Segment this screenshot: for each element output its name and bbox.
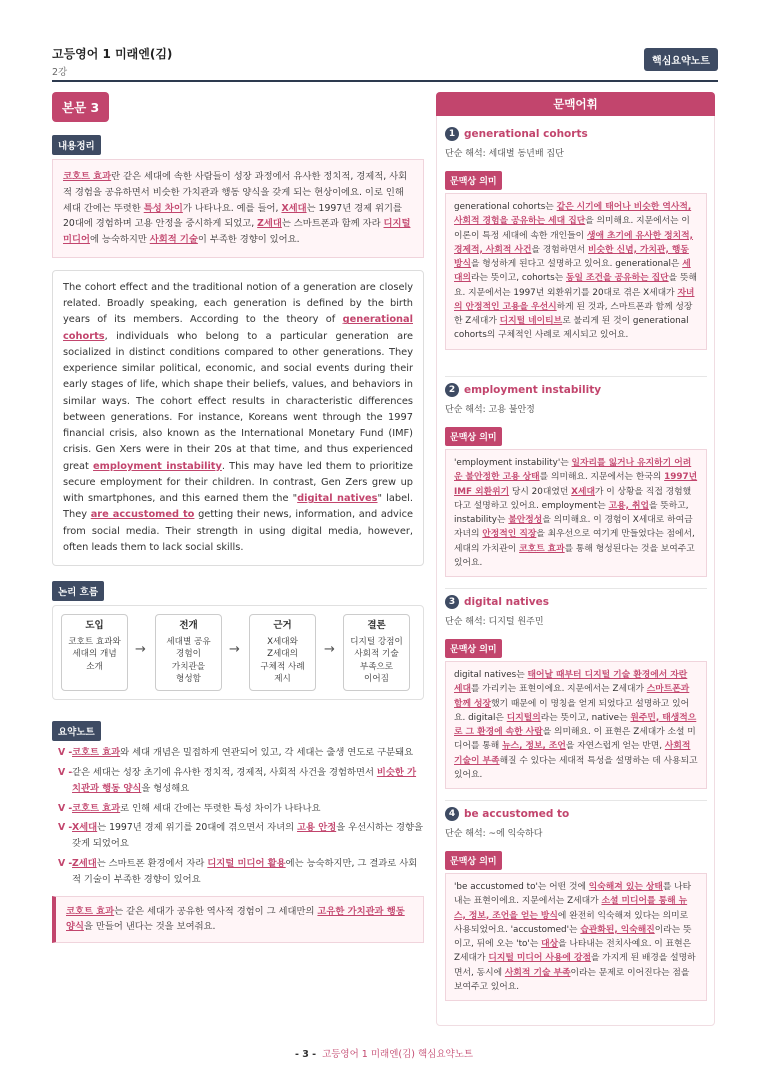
lesson-label: 2강	[52, 67, 68, 78]
text-segment: 같은 세대는 성장 초기에 유사한 정치적, 경제적, 사회적 사건을 경험하면서	[72, 767, 377, 779]
check-marker: V -	[58, 822, 73, 834]
flow-step-title: 결론	[367, 620, 386, 632]
highlighted-term: 1997년 IMF 외환위기	[454, 472, 698, 497]
highlighted-term: 태어날 때부터 디지털 기술 환경에서 자란 세대	[454, 670, 688, 695]
highlighted-term: 디지털의	[506, 712, 541, 723]
highlighted-term: employment instability	[93, 460, 222, 472]
text-segment: 을 경험하면서	[531, 244, 589, 255]
flow-step-body: X세대와 Z세대의 구체적 사례 제시	[260, 637, 305, 685]
highlighted-term: 동일 조건을 공유하는 집단	[566, 273, 669, 284]
flow-arrow-icon: →	[324, 642, 335, 658]
check-marker: V -	[58, 747, 73, 759]
flow-step-body: 코호트 효과와 세대의 개념 소개	[68, 637, 121, 672]
highlighted-term: 사회적 기술이 부족	[454, 741, 691, 766]
highlighted-term: Z세대	[72, 858, 97, 870]
text-segment: 는 같은 세대가 공유한 역사적 경험이 그 세대만의	[114, 905, 318, 917]
highlighted-term: 코호트 효과	[519, 543, 565, 554]
highlighted-term: 뉴스, 정보, 조언	[502, 741, 566, 752]
highlighted-term: 자녀의 안정적인 고용을 우선시	[454, 287, 695, 312]
flow-step-title: 근거	[273, 620, 292, 632]
text-segment: 는 스마트폰 환경에서 자라	[96, 858, 208, 870]
context-tag: 문맥상 의미	[445, 639, 502, 658]
text-segment: 로 인해 세대 간에는 뚜렷한 특성 차이가 나타나요	[120, 802, 321, 814]
text-segment: 을 가지게 된 배경을 설명하면서, 동시에	[454, 953, 696, 978]
flow-arrow-icon: →	[229, 642, 240, 658]
text-segment: 을 뜻해요. 지문에서는 1997년 외환위기를 20대로 겪은 X세대가	[454, 273, 697, 298]
text-segment: 이라는 문제로 이어진다는 점을 보여주고 있어요.	[454, 967, 690, 992]
highlighted-term: 습관화된, 익숙해진	[580, 924, 655, 935]
page-footer	[0, 1046, 768, 1060]
highlighted-term: 비슷한 가치관과 행동 양식	[72, 767, 417, 794]
flow-tab: 논리 흐름	[52, 581, 104, 601]
number-badge: 3	[445, 595, 459, 609]
text-segment: 을 만들어 낸다는 것을 보여줘요.	[83, 921, 216, 933]
text-segment: 를 의미해요. 지문에서는 한국의	[539, 472, 665, 483]
highlighted-term: 고유한 가치관과 행동 양식	[66, 905, 405, 933]
highlighted-term: 사회적 기술 부족	[504, 967, 571, 978]
footer-text: 고등영어 1 미래엔(김) 핵심요약노트	[322, 1049, 474, 1060]
highlighted-term: 불안정성	[508, 515, 543, 525]
text-segment: 했기 때문에 이 명칭을 얻게 되었다고 설명하고 있어요. digital은	[454, 698, 690, 723]
divider	[445, 588, 707, 589]
text-segment: digital natives는	[454, 670, 528, 680]
text-segment: 에 완전히 익숙해져 있다는 의미로 사용되었어요. 'accustomed'는	[454, 910, 689, 935]
simple-meaning	[445, 146, 707, 159]
context-tag: 문맥상 의미	[445, 427, 502, 446]
highlighted-term: 일자리를 잃거나 유지하기 어려운 불안정한 고용 상태	[454, 458, 692, 483]
text-segment: 라는 뜻이고, cohorts는	[471, 273, 566, 284]
context-tag: 문맥상 의미	[445, 171, 502, 190]
text-segment: 에는 능숙하지만, 그 결과로 사회적 기술이 부족한 경향이 있어요	[72, 858, 418, 885]
context-meaning	[445, 449, 707, 577]
text-segment: 가 이 상황을 직접 경험했다고 설명하고 있어요. employment는	[454, 486, 692, 511]
vocab-entry-1	[445, 127, 707, 350]
number-badge: 2	[445, 383, 459, 397]
flow-step-development	[155, 614, 222, 691]
term-text: be accustomed to	[464, 808, 570, 820]
simple-text: 세대별 동년배 집단	[488, 149, 564, 159]
simple-text: ~에 익숙하다	[488, 829, 543, 839]
text-segment: generational cohorts는	[454, 202, 557, 212]
vocab-term	[445, 595, 707, 609]
highlighted-term: 특성 차이	[143, 202, 183, 214]
summary-tab: 내용정리	[52, 135, 101, 155]
note-item	[52, 801, 424, 817]
highlighted-term: 코호트 효과	[72, 747, 121, 759]
text-segment: 를 가리키는 표현이에요. 지문에서는 Z세대가	[471, 684, 647, 695]
term-text: generational cohorts	[464, 128, 588, 140]
text-segment: 는 1997년 경제 위기를 20대에 겪으면서 자녀의	[97, 822, 298, 834]
flow-step-intro	[61, 614, 128, 691]
notes-tab: 요약노트	[52, 721, 101, 741]
flow-step-body: 디지털 강점이 사회적 기술 부족으로 이어짐	[350, 637, 403, 685]
highlighted-term: are accustomed to	[90, 509, 195, 521]
simple-prefix: 단순 해석:	[445, 405, 486, 415]
simple-prefix: 단순 해석:	[445, 829, 486, 839]
note-item	[52, 820, 424, 852]
passage-text	[52, 270, 424, 566]
text-segment: " label. They	[63, 493, 413, 521]
highlighted-term: 스마트폰과 함께 성장	[454, 684, 690, 709]
text-segment: getting their news, information, and advice from social media. Their strength in using digital media, however, often leads them to lack social skills.	[63, 509, 413, 553]
text-segment: 를 나타내는 표현이에요. 지문에서는 Z세대가	[454, 882, 692, 907]
highlighted-term: 소셜 미디어를 통해 뉴스, 정보, 조언을 얻는 방식	[454, 896, 688, 921]
term-text: digital natives	[464, 596, 549, 608]
highlighted-term: 비슷한 신념, 가치관, 행동 방식	[454, 244, 689, 269]
text-segment: 를 통해 형성된다는 것을 보여주고 있어요.	[454, 543, 695, 568]
text-segment: 하게 된 것과, 스마트폰과 함께 성장한 Z세대가	[454, 301, 693, 326]
text-segment: 는 스마트폰과 함께 자라	[281, 218, 384, 230]
text-segment: The cohort effect and the traditional notion of a generation are closely related. Broadly speaking, each generation is defined by the birth years of its members. According to the theory of	[63, 281, 413, 326]
summary-notes	[52, 745, 424, 887]
highlighted-term: 코호트 효과	[72, 802, 121, 814]
note-text	[72, 803, 320, 814]
simple-text: 디지털 원주민	[488, 617, 544, 627]
text-segment: 을 형성해요	[141, 782, 190, 794]
summary-box	[52, 159, 424, 258]
flow-arrow-icon: →	[135, 642, 146, 658]
note-item	[52, 745, 424, 761]
simple-text: 고용 불안정	[488, 405, 535, 415]
text-segment: 와 세대 개념은 밀접하게 연관되어 있고, 각 세대는 출생 연도로 구분돼요	[120, 747, 414, 759]
vocab-panel-title: 문맥어휘	[436, 92, 715, 116]
text-segment: 을 형성하게 된다고 설명하고 있어요. generational은	[471, 259, 683, 269]
note-item	[52, 856, 424, 888]
vocab-entry-2	[445, 383, 707, 577]
note-text	[72, 858, 417, 885]
vocab-term	[445, 807, 707, 821]
text-segment: 는 1997년 경제 위기를 20대에 경험하며 고용 안정을 중시하게 되었고,	[63, 202, 402, 230]
highlighted-term: 대상	[541, 939, 559, 949]
book-title: 고등영어 1 미래엔(김)	[52, 47, 173, 61]
note-text	[72, 747, 413, 758]
text-segment: 로 불리게 된 것이 generational cohorts의 구체적인 사례로 제시되고 있어요.	[454, 316, 689, 341]
highlighted-term: 세대의	[454, 259, 691, 284]
section-label: 본문 3	[52, 92, 109, 122]
highlighted-term: 디지털 미디어 활용	[207, 858, 286, 870]
text-segment: 을 최우선으로 여기게 만들었다는 점에서, 세대의 가치관이	[454, 529, 695, 554]
text-segment: 가 나타나요. 예를 들어,	[182, 202, 282, 214]
check-marker: V -	[58, 767, 73, 779]
text-segment: 라는 뜻이고, native는	[540, 712, 631, 723]
check-marker: V -	[58, 802, 73, 814]
highlighted-term: 안정적인 직장	[482, 529, 537, 540]
text-segment: , individuals who belong to a particular generation are socialized in distinct conditions compared to other generations. They experience similar political, economic, and social events during their early stages of life, which shape their beliefs, values, and behaviors in similar ways. The cohort effect results in characteristic differences between generations. For instance, Koreans went through the 1997 financial crisis, also known as the International Monetary Fund (IMF) crisis. Gen Xers were in their 20s at that time, and thus experienced great	[63, 330, 413, 472]
highlighted-term: X세대	[72, 822, 98, 834]
term-text: employment instability	[464, 384, 602, 396]
text-segment: 을 의미해요. 지문에서는 이 이론이 특정 세대에 속한 개인들이	[454, 216, 690, 241]
simple-prefix: 단순 해석:	[445, 149, 486, 159]
text-segment: 을 우선시하는 경향을 갖게 되었어요	[72, 822, 423, 850]
highlighted-term: 디지털 미디어 사용에 강점	[488, 953, 591, 964]
context-meaning	[445, 193, 707, 350]
text-segment: 을 나타내는 전치사예요. 이 표현은 Z세대가	[454, 939, 692, 964]
highlighted-term: 코호트 효과	[66, 905, 115, 917]
simple-meaning	[445, 826, 707, 839]
text-segment: 을 자연스럽게 얻는 반면,	[565, 741, 665, 752]
simple-meaning	[445, 402, 707, 415]
highlighted-term: 코호트 효과	[63, 171, 112, 182]
flow-step-title: 도입	[85, 620, 104, 632]
text-segment: 을 뜻하고, instability는	[454, 500, 689, 525]
vocab-entry-4	[445, 807, 707, 1001]
text-segment: . This may have led them to prioritize secure employment for their children. In contrast, Gen Zers grew up with smartphones, and this earned them the "	[63, 460, 413, 505]
note-text	[72, 767, 416, 794]
text-segment: 'employment instability'는	[454, 458, 572, 468]
flow-step-evidence	[249, 614, 316, 691]
text-segment: 이 부족한 경향이 있어요.	[197, 234, 300, 246]
summary-badge: 핵심요약노트	[644, 48, 718, 71]
number-badge: 4	[445, 807, 459, 821]
text-segment: 을 의미해요. 이 표현은 Z세대가 소셜 미디어를 통해	[454, 727, 696, 752]
context-tag: 문맥상 의미	[445, 851, 502, 870]
highlighted-term: 고용, 취업	[608, 500, 649, 511]
context-meaning	[445, 661, 707, 789]
left-column	[52, 92, 424, 943]
highlighted-term: 디지털 네이티브	[499, 316, 563, 326]
text-segment: 을 의미해요. 이 경험이 X세대로 하여금 자녀의	[454, 515, 693, 540]
flow-step-body: 세대별 공유 경험이 가치관을 형성함	[166, 637, 211, 685]
highlighted-term: 같은 시기에 태어나 비슷한 역사적, 사회적 경험을 공유하는 세대 집단	[454, 202, 692, 227]
note-item	[52, 765, 424, 797]
vocab-entry-3	[445, 595, 707, 789]
check-marker: V -	[58, 858, 73, 870]
text-segment: 에 능숙하지만	[89, 234, 150, 246]
page-number: - 3 -	[294, 1049, 317, 1060]
simple-meaning	[445, 614, 707, 627]
vocab-term	[445, 383, 707, 397]
vocab-panel	[436, 92, 715, 1026]
text-segment: 란 같은 세대에 속한 사람들이 성장 과정에서 유사한 정치적, 경제적, 사회적 경험을 공유하면서 비슷한 가치관과 행동 양식을 갖게 되는 현상이에요. 이로 인해 세대 간에는 뚜렷한	[63, 171, 408, 214]
number-badge: 1	[445, 127, 459, 141]
divider	[445, 376, 707, 377]
text-segment: 이라는 뜻이고, 뒤에 오는 'to'는	[454, 924, 692, 949]
highlighted-term: 원주민, 태생적으로 그 환경에 속한 사람	[454, 712, 697, 737]
highlighted-term: 사회적 기술	[149, 234, 198, 246]
context-meaning	[445, 873, 707, 1001]
highlighted-term: 고용 안정	[297, 822, 337, 834]
highlighted-term: X세대	[281, 202, 307, 214]
conclusion-box	[52, 896, 424, 944]
divider	[445, 800, 707, 801]
highlighted-term: X세대	[571, 486, 595, 497]
logic-flow	[52, 605, 424, 700]
highlighted-term: 익숙해져 있는 상태	[588, 882, 663, 892]
highlighted-term: generational cohorts	[63, 314, 413, 342]
page-header	[52, 44, 718, 82]
highlighted-term: 디지털 미디어	[63, 218, 411, 246]
simple-prefix: 단순 해석:	[445, 617, 486, 627]
flow-step-title: 전개	[179, 620, 198, 632]
text-segment: 'be accustomed to'는 어떤 것에	[454, 882, 589, 892]
text-segment: 당시 20대였던	[509, 486, 572, 497]
vocab-term	[445, 127, 707, 141]
text-segment: 해질 수 있다는 세대적 특성을 설명하는 데 사용되고 있어요.	[454, 755, 698, 780]
flow-step-conclusion	[343, 614, 410, 691]
highlighted-term: Z세대	[257, 218, 282, 230]
highlighted-term: 생애 초기에 유사한 정치적, 경제적, 사회적 사건	[454, 230, 693, 255]
note-text	[72, 822, 423, 849]
highlighted-term: digital natives	[297, 493, 378, 505]
